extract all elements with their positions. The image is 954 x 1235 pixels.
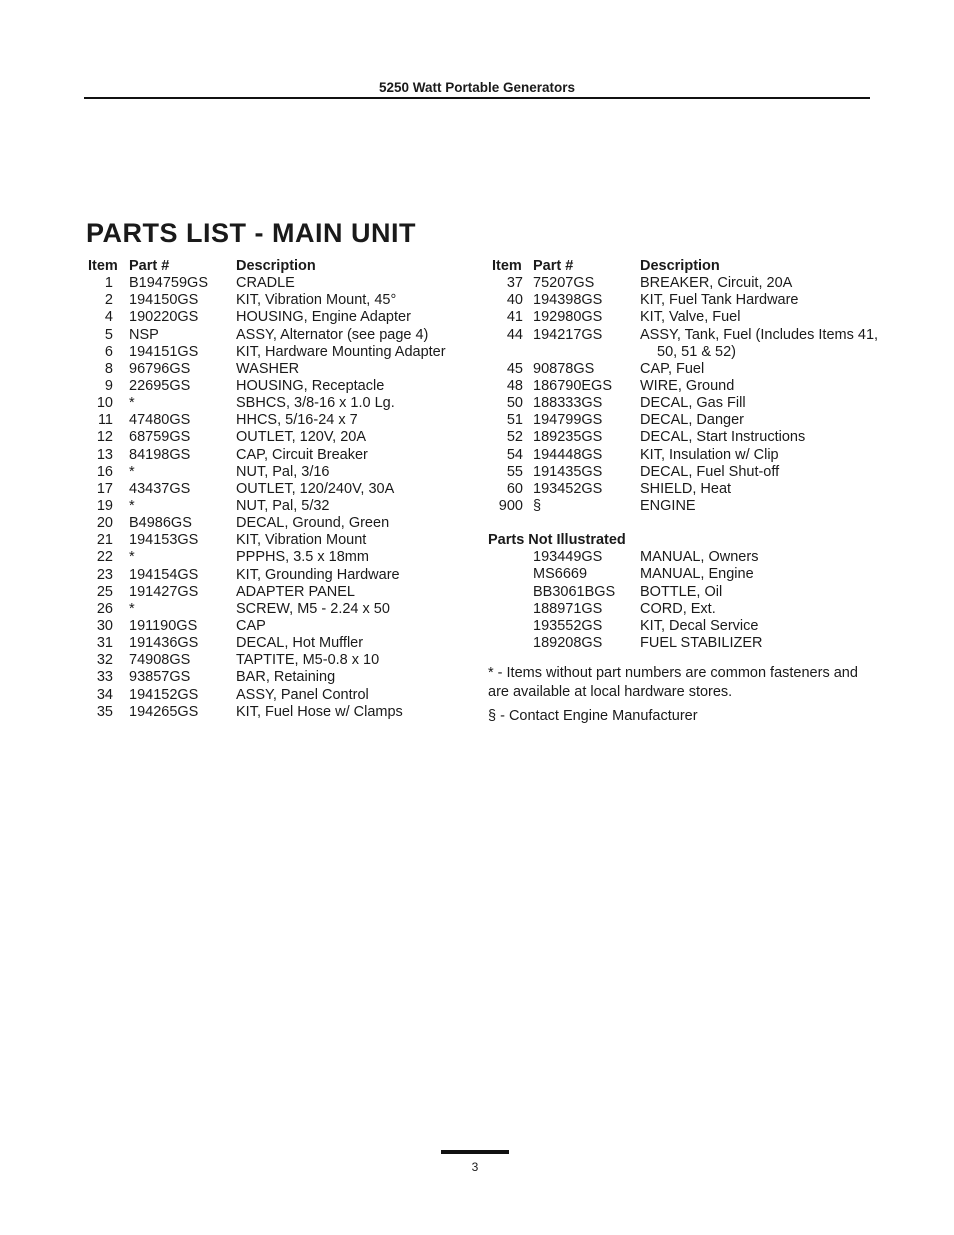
table-row [488, 327, 878, 344]
item-number: 51 [506, 412, 523, 429]
part-description: KIT, Decal Service [640, 617, 759, 634]
parts-table-left [86, 258, 486, 721]
page-title: PARTS LIST - MAIN UNIT [86, 218, 416, 248]
item-number: 23 [96, 566, 113, 583]
part-description: KIT, Hardware Mounting Adapter [236, 343, 446, 360]
item-number: 1 [104, 275, 113, 292]
table-row [86, 292, 486, 309]
part-description: CAP, Circuit Breaker [236, 446, 368, 463]
part-number: 43437GS [129, 480, 191, 497]
part-number: 93857GS [129, 669, 191, 686]
part-description: ASSY, Alternator (see page 4) [236, 326, 429, 343]
part-description: PPPHS, 3.5 x 18mm [236, 549, 369, 566]
table-row [488, 481, 878, 498]
table-row [86, 601, 486, 618]
part-description: WIRE, Ground [640, 377, 735, 394]
item-number: 17 [96, 480, 113, 497]
table-row [86, 584, 486, 601]
item-number: 55 [506, 463, 523, 480]
table-row [488, 584, 878, 601]
item-number: 2 [104, 292, 113, 309]
part-description: ASSY, Panel Control [236, 686, 369, 703]
item-number: 35 [96, 703, 113, 720]
table-row [86, 429, 486, 446]
part-number: 193552GS [533, 617, 603, 634]
item-number: 10 [96, 395, 113, 412]
table-row [488, 412, 878, 429]
part-description: HHCS, 5/16-24 x 7 [236, 412, 358, 429]
part-number: B194759GS [129, 275, 209, 292]
part-number: 191427GS [129, 583, 199, 600]
part-number: 188971GS [533, 600, 603, 617]
item-number: 900 [498, 497, 523, 514]
table-row [488, 566, 878, 583]
parts-table-right [488, 258, 878, 726]
table-row [86, 275, 486, 292]
part-description: DECAL, Danger [640, 412, 744, 429]
table-row [86, 447, 486, 464]
table-row [86, 327, 486, 344]
item-number: 6 [104, 343, 113, 360]
part-description: KIT, Fuel Hose w/ Clamps [236, 703, 403, 720]
part-number: 188333GS [533, 395, 603, 412]
part-number: 84198GS [129, 446, 191, 463]
part-description: SCREW, M5 - 2.24 x 50 [236, 600, 390, 617]
part-description: BAR, Retaining [236, 669, 336, 686]
item-number: 41 [506, 309, 523, 326]
footer-bar [441, 1150, 509, 1154]
table-row [86, 549, 486, 566]
table-row [86, 464, 486, 481]
part-number: 68759GS [129, 429, 191, 446]
part-number: 194799GS [533, 412, 603, 429]
part-number: 186790EGS [533, 377, 613, 394]
part-number: 22695GS [129, 377, 191, 394]
item-number: 26 [96, 600, 113, 617]
item-number: 8 [104, 360, 113, 377]
item-number: 50 [506, 395, 523, 412]
table-row [86, 361, 486, 378]
part-number: BB3061BGS [533, 583, 616, 600]
item-number: 32 [96, 652, 113, 669]
table-row [86, 515, 486, 532]
part-number: 189208GS [533, 634, 603, 651]
part-description: DECAL, Ground, Green [236, 515, 390, 532]
part-description: KIT, Vibration Mount [236, 532, 367, 549]
asterisk-note: * - Items without part numbers are common fasteners and are available at local hardware stores. [488, 665, 858, 701]
table-row [86, 567, 486, 584]
table-row [488, 447, 878, 464]
item-number: 33 [96, 669, 113, 686]
part-number: 194151GS [129, 343, 199, 360]
part-description: BREAKER, Circuit, 20A [640, 275, 793, 292]
item-number: 22 [96, 549, 113, 566]
table-row [86, 498, 486, 515]
item-number: 25 [96, 583, 113, 600]
item-number: 48 [506, 377, 523, 394]
part-number: * [129, 463, 135, 480]
part-description: NUT, Pal, 5/32 [236, 497, 330, 514]
section-symbol-note: § - Contact Engine Manufacturer [488, 708, 698, 725]
item-number: 13 [96, 446, 113, 463]
part-number: 75207GS [533, 275, 595, 292]
item-number: 12 [96, 429, 113, 446]
part-description: OUTLET, 120V, 20A [236, 429, 367, 446]
item-number: 11 [97, 412, 113, 429]
table-row [488, 275, 878, 292]
part-number: 191190GS [129, 617, 198, 634]
part-description: KIT, Valve, Fuel [640, 309, 741, 326]
part-number: 194152GS [129, 686, 199, 703]
table-row [488, 464, 878, 481]
part-description: ENGINE [640, 497, 696, 514]
table-row [86, 618, 486, 635]
table-row [86, 687, 486, 704]
table-row [488, 309, 878, 326]
part-number: 192980GS [533, 309, 603, 326]
part-number: 194265GS [129, 703, 199, 720]
part-description: TAPTITE, M5-0.8 x 10 [236, 652, 380, 669]
part-number: * [129, 600, 135, 617]
column-header-description: Description [640, 258, 720, 274]
table-row [488, 429, 878, 446]
part-description: KIT, Vibration Mount, 45° [236, 292, 397, 309]
part-number: * [129, 395, 135, 412]
part-number: 194153GS [129, 532, 199, 549]
table-row [488, 361, 878, 378]
table-row [86, 652, 486, 669]
item-number: 37 [506, 275, 523, 292]
table-header-row [86, 258, 486, 275]
part-description: DECAL, Fuel Shut-off [640, 463, 780, 480]
table-row [488, 601, 878, 618]
table-row [86, 481, 486, 498]
item-number: 21 [96, 532, 113, 549]
part-description: OUTLET, 120/240V, 30A [236, 480, 395, 497]
part-number: 194398GS [533, 292, 603, 309]
part-number: 90878GS [533, 360, 595, 377]
table-row [86, 378, 486, 395]
header-title: 5250 Watt Portable Generators [378, 80, 576, 95]
table-row [488, 395, 878, 412]
part-description: WASHER [236, 360, 300, 377]
table-row [488, 498, 878, 515]
part-description: CRADLE [236, 275, 295, 292]
part-number: 194217GS [533, 326, 603, 343]
item-number: 5 [104, 326, 113, 343]
part-description: KIT, Fuel Tank Hardware [640, 292, 799, 309]
part-number: 194150GS [129, 292, 199, 309]
part-description: MANUAL, Owners [640, 549, 759, 566]
column-header-part: Part # [533, 258, 574, 274]
item-number: 54 [506, 446, 523, 463]
part-number: 191436GS [129, 635, 199, 652]
table-row [488, 618, 878, 635]
header-rule [84, 97, 870, 99]
part-description: CAP, Fuel [640, 360, 705, 377]
part-number: * [129, 497, 135, 514]
table-row [86, 669, 486, 686]
part-description: DECAL, Gas Fill [640, 395, 746, 412]
item-number: 9 [104, 377, 113, 394]
table-row [488, 635, 878, 652]
part-description: SBHCS, 3/8-16 x 1.0 Lg. [236, 395, 395, 412]
part-number: 193449GS [533, 549, 603, 566]
part-description: MANUAL, Engine [640, 566, 754, 583]
parts-not-illustrated-heading: Parts Not Illustrated [488, 532, 626, 549]
table-row [86, 344, 486, 361]
part-number: 189235GS [533, 429, 603, 446]
table-row [86, 635, 486, 652]
part-number: 194154GS [129, 566, 199, 583]
part-number: 193452GS [533, 480, 603, 497]
table-row [86, 395, 486, 412]
column-header-description: Description [236, 258, 316, 274]
part-number: MS6669 [533, 566, 588, 583]
item-number: 34 [96, 686, 113, 703]
part-description: CAP [236, 617, 266, 634]
part-description: DECAL, Start Instructions [640, 429, 806, 446]
part-number: 190220GS [129, 309, 199, 326]
item-number: 30 [96, 617, 113, 634]
part-description: 50, 51 & 52) [657, 343, 736, 360]
table-row [488, 549, 878, 566]
part-description: ADAPTER PANEL [236, 583, 355, 600]
item-number: 20 [96, 515, 113, 532]
item-number: 31 [96, 635, 113, 652]
part-description: CORD, Ext. [640, 600, 716, 617]
part-number: 194448GS [533, 446, 603, 463]
table-header-row [488, 258, 878, 275]
item-number: 45 [506, 360, 523, 377]
part-number: * [129, 549, 135, 566]
part-number: 74908GS [129, 652, 191, 669]
part-number: B4986GS [129, 515, 192, 532]
column-header-item: Item [492, 258, 522, 274]
part-number: § [533, 497, 542, 514]
column-header-item: Item [88, 258, 118, 274]
column-header-part: Part # [129, 258, 170, 274]
table-row [488, 378, 878, 395]
part-number: 47480GS [129, 412, 191, 429]
table-row [86, 704, 486, 721]
table-row [86, 532, 486, 549]
part-description: HOUSING, Receptacle [236, 377, 385, 394]
part-number: 191435GS [533, 463, 603, 480]
table-row [488, 292, 878, 309]
part-description: HOUSING, Engine Adapter [236, 309, 411, 326]
part-description: DECAL, Hot Muffler [236, 635, 364, 652]
item-number: 16 [96, 463, 113, 480]
part-number: NSP [129, 326, 159, 343]
item-number: 40 [506, 292, 523, 309]
item-number: 19 [96, 497, 113, 514]
part-number: 96796GS [129, 360, 191, 377]
table-row [86, 309, 486, 326]
part-description: KIT, Grounding Hardware [236, 566, 400, 583]
part-description: NUT, Pal, 3/16 [236, 463, 330, 480]
part-description: FUEL STABILIZER [640, 634, 763, 651]
page-number: 3 [471, 1160, 479, 1174]
part-description: SHIELD, Heat [640, 480, 732, 497]
part-description: ASSY, Tank, Fuel (Includes Items 41, [640, 326, 879, 343]
part-description: KIT, Insulation w/ Clip [640, 446, 779, 463]
item-number: 52 [506, 429, 523, 446]
item-number: 4 [104, 309, 113, 326]
table-row [86, 412, 486, 429]
item-number: 44 [506, 326, 523, 343]
item-number: 60 [506, 480, 523, 497]
part-description: BOTTLE, Oil [640, 583, 723, 600]
table-row [488, 344, 878, 361]
